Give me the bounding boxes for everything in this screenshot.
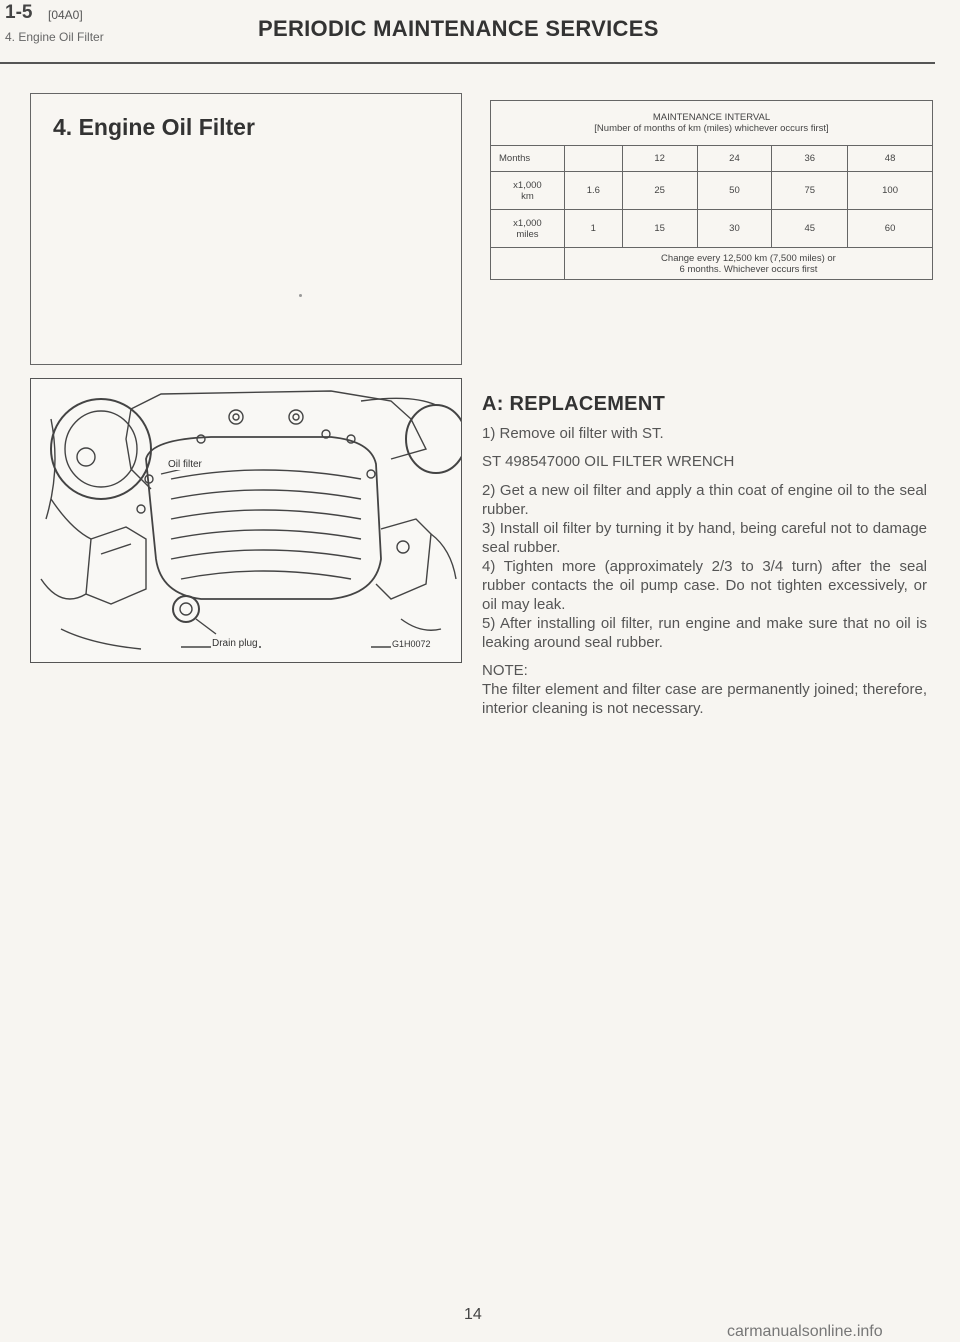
section-number: 1-5 <box>5 2 33 23</box>
speck <box>299 294 302 297</box>
row-label-line: x1,000 <box>513 179 542 191</box>
section-title: 4. Engine Oil Filter <box>53 114 255 140</box>
table-note-line: Change every 12,500 km (7,500 miles) or <box>661 252 836 264</box>
page-title: PERIODIC MAINTENANCE SERVICES <box>258 16 659 41</box>
step-3: 3) Install oil filter by turning it by hand, being careful not to damage seal rubber. <box>482 520 927 556</box>
step-5: 5) After installing oil filter, run engine and make sure that no oil is leaking around seal rubber. <box>482 615 927 651</box>
table-title: MAINTENANCE INTERVAL <box>652 112 771 123</box>
drain-plug-label: Drain plug <box>212 638 258 649</box>
table-cell: 12 <box>622 146 697 172</box>
figure-code: G1H0072 <box>392 639 431 649</box>
table-cell: 1 <box>564 210 622 248</box>
row-label-unit: miles <box>516 228 539 240</box>
table-cell: 1.6 <box>564 172 622 210</box>
table-cell: 24 <box>697 146 772 172</box>
section-title-box <box>30 93 462 365</box>
replacement-section <box>482 393 927 718</box>
page-number: 14 <box>464 1306 482 1323</box>
table-row <box>491 172 933 210</box>
table-row <box>491 248 933 280</box>
note-label: NOTE: <box>482 662 528 679</box>
subsection-title: 4. Engine Oil Filter <box>5 30 104 44</box>
section-heading: A: REPLACEMENT <box>482 393 666 415</box>
step-1: 1) Remove oil filter with ST. <box>482 425 664 442</box>
table-subtitle: [Number of months of km (miles) whichever occurs first] <box>594 123 829 134</box>
table-cell <box>491 248 565 280</box>
row-label <box>491 172 565 210</box>
row-label-unit: km <box>521 190 534 202</box>
table-cell: 50 <box>697 172 772 210</box>
special-tool: ST 498547000 OIL FILTER WRENCH <box>482 453 735 470</box>
table-cell: 36 <box>772 146 848 172</box>
row-label: Months <box>491 146 565 172</box>
section-code: [04A0] <box>48 8 83 22</box>
table-cell: 75 <box>772 172 848 210</box>
row-label-line: x1,000 <box>513 217 542 229</box>
watermark: carmanualsonline.info <box>727 1323 883 1340</box>
maintenance-interval-table <box>490 100 933 280</box>
table-header-row <box>491 101 933 146</box>
note-text: The filter element and filter case are permanently joined; therefore, interior cleaning is not necessary. <box>482 681 927 717</box>
table-row <box>491 146 933 172</box>
table-cell: 45 <box>772 210 848 248</box>
table-title-cell <box>491 101 933 146</box>
table-cell: 30 <box>697 210 772 248</box>
engine-drawing <box>31 379 462 663</box>
table-cell: 60 <box>848 210 933 248</box>
row-label <box>491 210 565 248</box>
engine-illustration <box>30 378 462 663</box>
table-cell <box>564 146 622 172</box>
table-cell: 15 <box>622 210 697 248</box>
table-note-line: 6 months. Whichever occurs first <box>679 263 818 275</box>
step-2: 2) Get a new oil filter and apply a thin coat of engine oil to the seal rubber. <box>482 482 927 518</box>
header-rule <box>0 62 935 64</box>
oil-filter-label: Oil filter <box>168 459 202 470</box>
table-cell: 48 <box>848 146 933 172</box>
table-row <box>491 210 933 248</box>
table-cell: 100 <box>848 172 933 210</box>
step-4: 4) Tighten more (approximately 2/3 to 3/4 turn) after the seal rubber contacts the oil pump case. Do not tighten excessively, or oil may leak. <box>482 558 927 613</box>
table-note-cell <box>564 248 932 280</box>
table-cell: 25 <box>622 172 697 210</box>
